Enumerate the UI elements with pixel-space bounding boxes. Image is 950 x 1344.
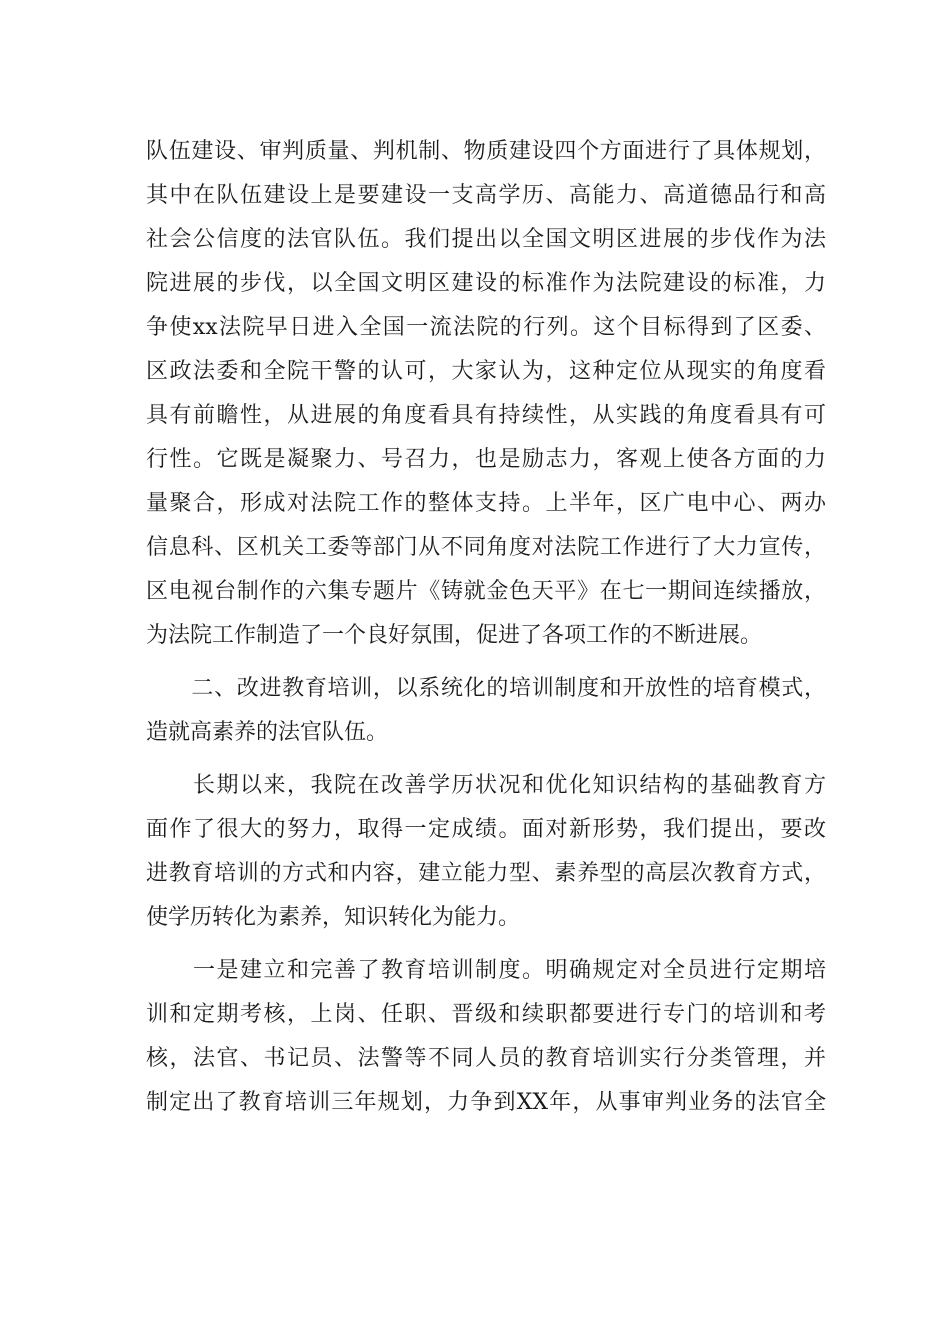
paragraph-4 bbox=[146, 949, 826, 1125]
text-line: 一是建立和完善了教育培训制度。明确规定对全员进行定期培 bbox=[146, 958, 826, 983]
text-line: 进教育培训的方式和内容，建立能力型、素养型的高层次教育方式， bbox=[146, 861, 826, 886]
paragraph-3 bbox=[146, 764, 826, 940]
text-line: 区电视台制作的六集专题片《铸就金色天平》在七一期间连续播放， bbox=[146, 579, 826, 604]
text-line: 面作了很大的努力，取得一定成绩。面对新形势，我们提出，要改 bbox=[146, 817, 826, 842]
text-line: 为法院工作制造了一个良好氛围，促进了各项工作的不断进展。 bbox=[146, 623, 763, 648]
text-line: 具有前瞻性，从进展的角度看具有持续性，从实践的角度看具有可 bbox=[146, 403, 826, 428]
document-body bbox=[146, 130, 826, 1125]
text-line: 核，法官、书记员、法警等不同人员的教育培训实行分类管理，并 bbox=[146, 1046, 826, 1071]
text-line: 长期以来，我院在改善学历状况和优化知识结构的基础教育方 bbox=[146, 773, 826, 798]
text-line: 使学历转化为素养，知识转化为能力。 bbox=[146, 905, 521, 930]
text-line: 量聚合，形成对法院工作的整体支持。上半年，区广电中心、两办 bbox=[146, 491, 826, 516]
text-line: 信息科、区机关工委等部门从不同角度对法院工作进行了大力宣传， bbox=[146, 535, 826, 560]
paragraph-1 bbox=[146, 130, 826, 658]
text-line: 训和定期考核，上岗、任职、晋级和续职都要进行专门的培训和考 bbox=[146, 1002, 826, 1027]
text-line: 其中在队伍建设上是要建设一支高学历、高能力、高道德品行和高 bbox=[146, 183, 826, 208]
section-heading-2 bbox=[146, 667, 826, 755]
text-line: 制定出了教育培训三年规划，力争到XX年，从事审判业务的法官全 bbox=[146, 1090, 826, 1115]
text-line: 社会公信度的法官队伍。我们提出以全国文明区进展的步伐作为法 bbox=[146, 227, 826, 252]
text-line: 造就高素养的法官队伍。 bbox=[146, 720, 389, 745]
text-line: 争使xx法院早日进入全国一流法院的行列。这个目标得到了区委、 bbox=[146, 315, 826, 340]
text-line: 队伍建设、审判质量、判机制、物质建设四个方面进行了具体规划， bbox=[146, 139, 826, 164]
text-line: 二、改进教育培训，以系统化的培训制度和开放性的培育模式， bbox=[146, 676, 826, 701]
text-line: 院进展的步伐，以全国文明区建设的标准作为法院建设的标准，力 bbox=[146, 271, 826, 296]
text-line: 区政法委和全院干警的认可，大家认为，这种定位从现实的角度看 bbox=[146, 359, 826, 384]
text-line: 行性。它既是凝聚力、号召力，也是励志力，客观上使各方面的力 bbox=[146, 447, 826, 472]
